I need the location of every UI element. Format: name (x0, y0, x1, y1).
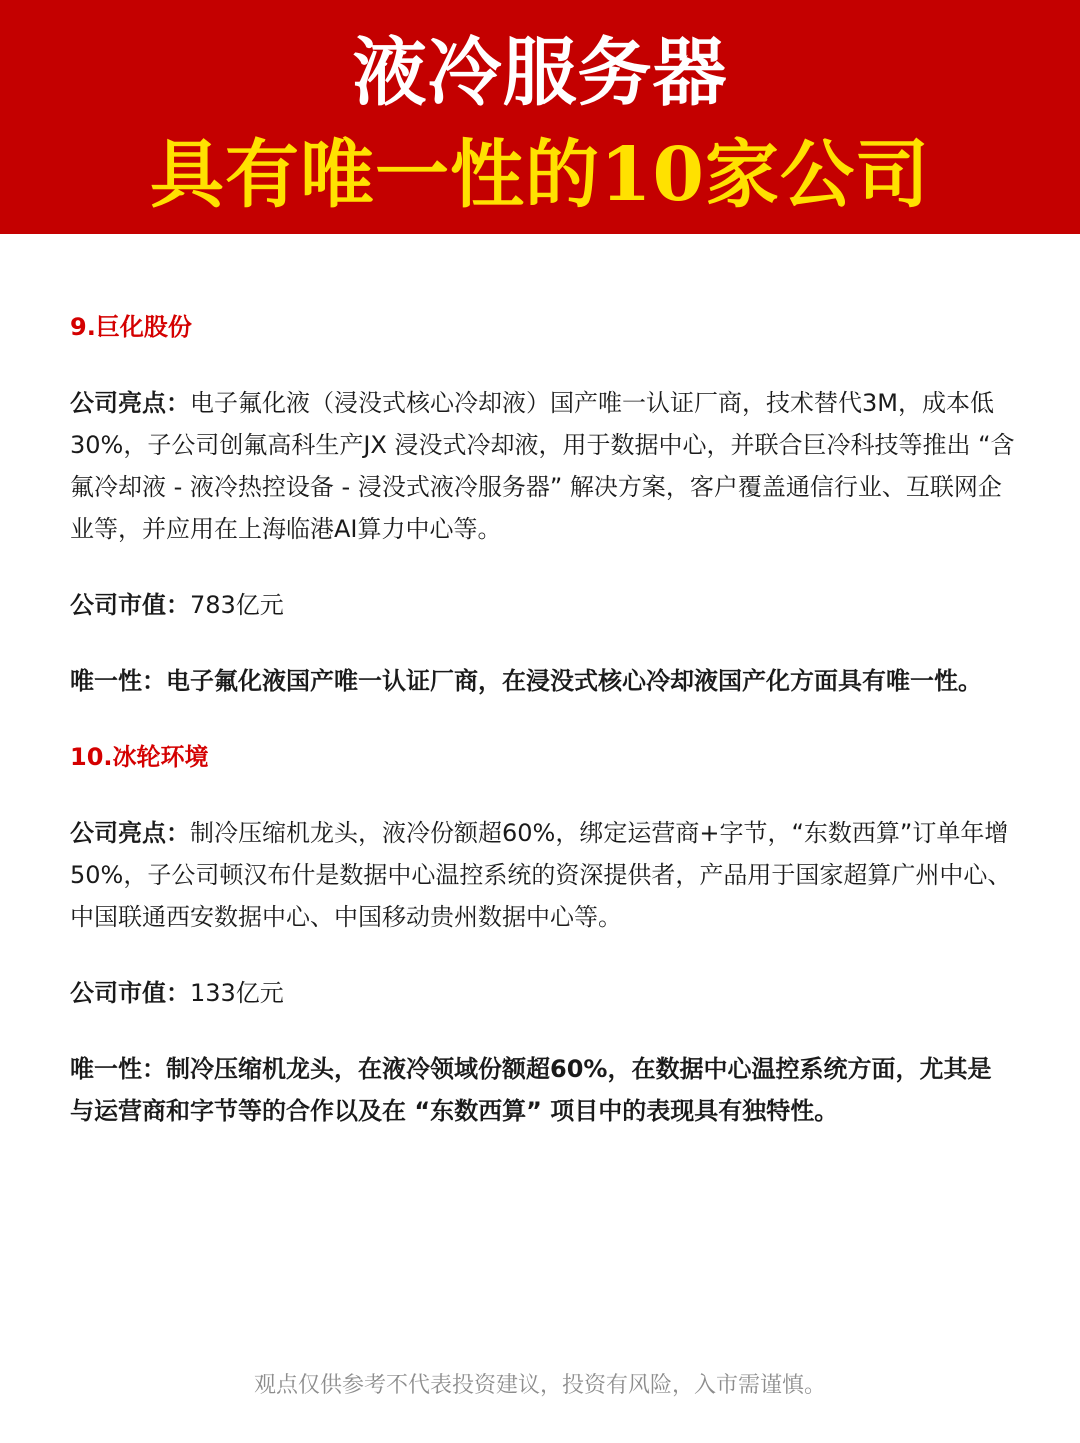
market-cap-label: 公司市值： (70, 979, 190, 1007)
uniqueness-text: 电子氟化液国产唯一认证厂商，在浸没式核心冷却液国产化方面具有唯一性。 (166, 667, 982, 695)
company-title: 10.冰轮环境 (70, 743, 209, 771)
uniqueness-label: 唯一性： (70, 1055, 166, 1083)
highlights-label: 公司亮点： (70, 389, 190, 417)
risk-disclaimer: 观点仅供参考不代表投资建议，投资有风险，入市需谨慎。 (253, 1373, 826, 1398)
article-body (70, 306, 1015, 1132)
company-uniqueness (70, 1048, 1015, 1132)
highlights-text: 电子氟化液（浸没式核心冷却液）国产唯一认证厂商，技术替代3M，成本低30%，子公司创氟高科生产JX 浸没式冷却液，用于数据中心，并联合巨冷科技等推出 “含氟冷却液 - 液冷热控设备 - 浸没式液冷服务器” 解决方案，客户覆盖通信行业、互联网企业等，并应用在上海临港AI算力中心等。 (70, 389, 1015, 543)
company-section-9 (70, 306, 1015, 702)
company-title: 9.巨化股份 (70, 313, 192, 341)
page-title-line2: 具有唯一性的10家公司 (150, 132, 930, 218)
highlights-label: 公司亮点： (70, 819, 190, 847)
market-cap-value: 783亿元 (190, 591, 284, 619)
company-market-cap (70, 972, 1015, 1014)
market-cap-value: 133亿元 (190, 979, 284, 1007)
uniqueness-text: 制冷压缩机龙头，在液冷领域份额超60%，在数据中心温控系统方面，尤其是与运营商和字节等的合作以及在 “东数西算” 项目中的表现具有独特性。 (70, 1055, 992, 1125)
page-title-line1: 液冷服务器 (352, 30, 728, 116)
highlights-text: 制冷压缩机龙头，液冷份额超60%，绑定运营商+字节，“东数西算”订单年增50%，子公司顿汉布什是数据中心温控系统的资深提供者，产品用于国家超算广州中心、中国联通西安数据中心、中国移动贵州数据中心等。 (70, 819, 1012, 931)
title-banner (0, 0, 1080, 234)
company-highlights (70, 382, 1015, 550)
company-highlights (70, 812, 1015, 938)
company-section-10 (70, 736, 1015, 1132)
company-uniqueness (70, 660, 1015, 702)
uniqueness-label: 唯一性： (70, 667, 166, 695)
market-cap-label: 公司市值： (70, 591, 190, 619)
company-market-cap (70, 584, 1015, 626)
